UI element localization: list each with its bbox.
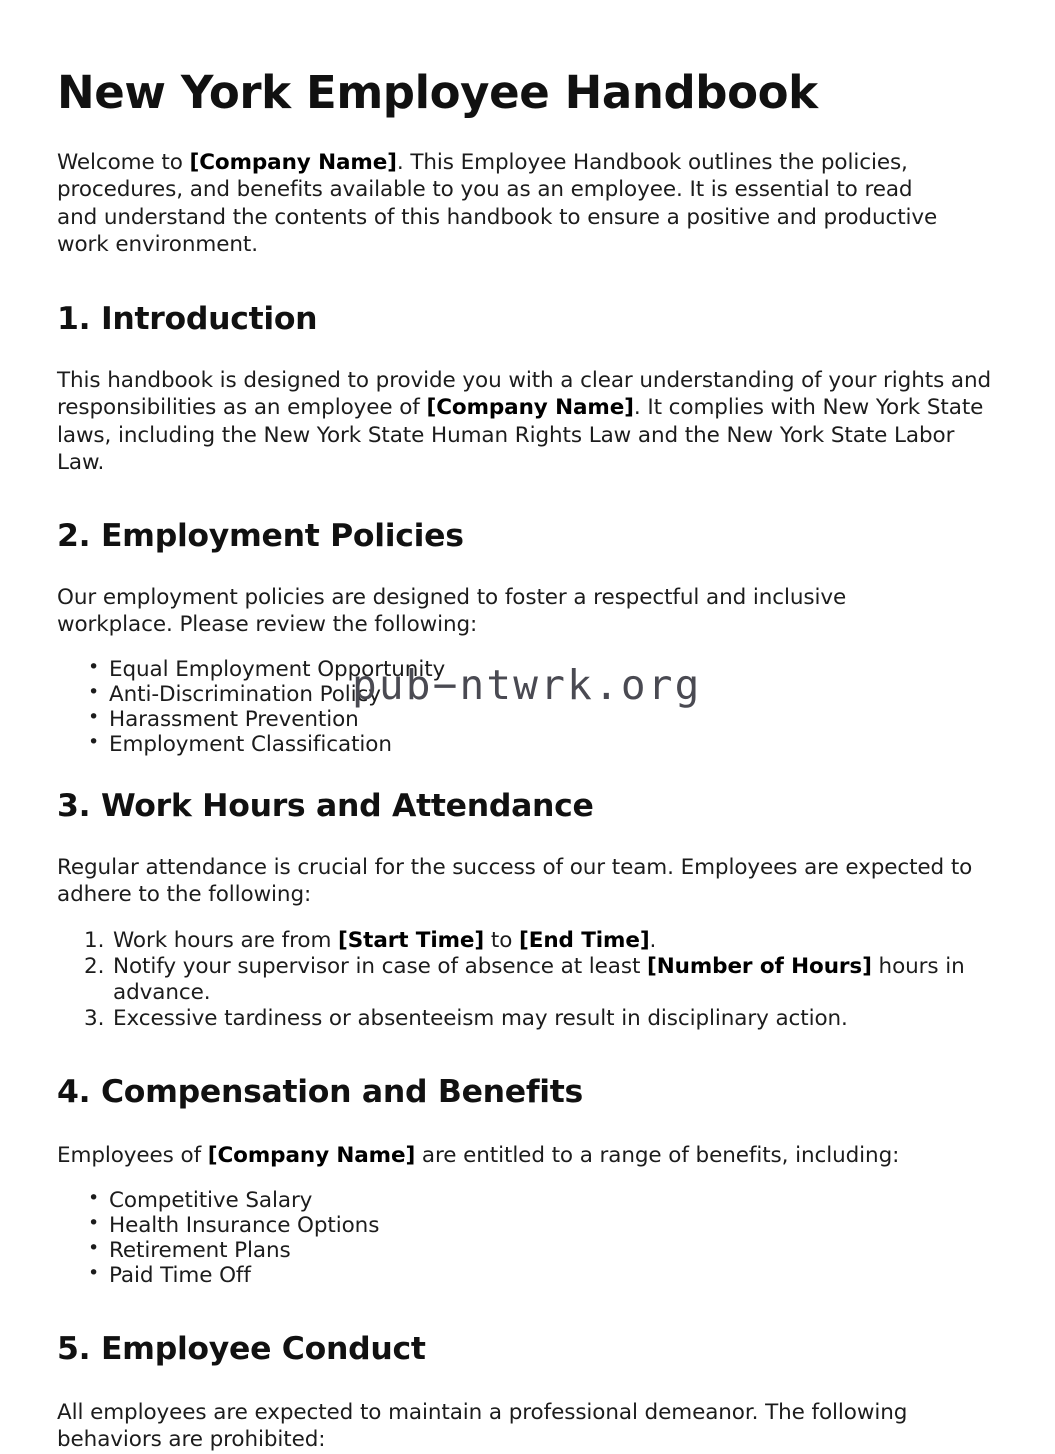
list-item: • Retirement Plans <box>109 1238 997 1263</box>
section-heading-compensation-and-benefits: 4. Compensation and Benefits <box>57 1074 583 1111</box>
section-heading-work-hours-and-attendance: 3. Work Hours and Attendance <box>57 788 594 825</box>
list-item <box>112 928 997 954</box>
page-title: New York Employee Handbook <box>57 66 818 119</box>
section-1-text-after: . It complies with New York State laws, including the New York State Human Rights Law and the New York State Labor Law. <box>57 395 984 475</box>
work-hours-list <box>57 909 997 1033</box>
list-item <box>112 954 997 1006</box>
step-3-text-1: Excessive tardiness or absenteeism may result in disciplinary action. <box>113 1006 848 1032</box>
list-item: • Paid Time Off <box>109 1263 997 1288</box>
step-2-text-1: Notify your supervisor in case of absence at least <box>113 953 648 979</box>
section-1-text-before: This handbook is designed to provide you with a clear understanding of your rights and responsibilities as an employee of <box>57 368 992 421</box>
intro-text-before: Welcome to <box>57 150 190 176</box>
step-1-text-3: . <box>649 927 657 953</box>
section-1-paragraph <box>57 339 992 476</box>
section-4-text-before: Employees of <box>57 1143 208 1169</box>
section-1-company-placeholder: [Company Name] <box>426 395 634 421</box>
list-item: • Employment Classification <box>109 732 997 757</box>
section-heading-employee-conduct: 5. Employee Conduct <box>57 1331 426 1368</box>
section-4-company-placeholder: [Company Name] <box>207 1143 416 1169</box>
section-heading-employment-policies: 2. Employment Policies <box>57 518 464 555</box>
section-4-text-after: are entitled to a range of benefits, including: <box>415 1143 900 1169</box>
section-4-paragraph <box>57 1112 957 1169</box>
list-item: • Competitive Salary <box>109 1188 997 1213</box>
list-item: • Harassment Prevention <box>109 707 997 732</box>
section-3-paragraph: Regular attendance is crucial for the success of our team. Employees are expected to adhere to the following: <box>57 855 973 908</box>
end-time-placeholder: [End Time] <box>519 927 650 953</box>
section-2-paragraph: Our employment policies are designed to foster a respectful and inclusive workplace. Please review the following: <box>57 585 847 638</box>
benefits-list <box>57 1170 997 1289</box>
site-watermark: pub−ntwrk.org <box>352 661 702 709</box>
number-of-hours-placeholder: [Number of Hours] <box>647 953 872 979</box>
start-time-placeholder: [Start Time] <box>338 927 485 953</box>
list-item <box>112 1006 997 1032</box>
employment-policies-list <box>57 639 997 758</box>
list-item: • Anti-Discrimination Policy <box>109 682 997 707</box>
list-item: • Equal Employment Opportunity <box>109 657 997 682</box>
step-1-text-1: Work hours are from <box>113 927 339 953</box>
intro-text-after: . This Employee Handbook outlines the policies, procedures, and benefits available to you as an employee. It is essential to read and understand the contents of this handbook to ensure a positive and productive work environment. <box>57 150 938 257</box>
section-5-paragraph: All employees are expected to maintain a professional demeanor. The following behaviors are prohibited: <box>57 1399 908 1453</box>
intro-paragraph <box>57 119 947 258</box>
section-heading-introduction: 1. Introduction <box>57 301 318 338</box>
step-1-text-2: to <box>484 927 519 953</box>
list-item: • Health Insurance Options <box>109 1213 997 1238</box>
document-content <box>57 0 997 1454</box>
step-2-text-2: hours in advance. <box>113 953 965 1006</box>
intro-company-placeholder: [Company Name] <box>189 150 397 176</box>
